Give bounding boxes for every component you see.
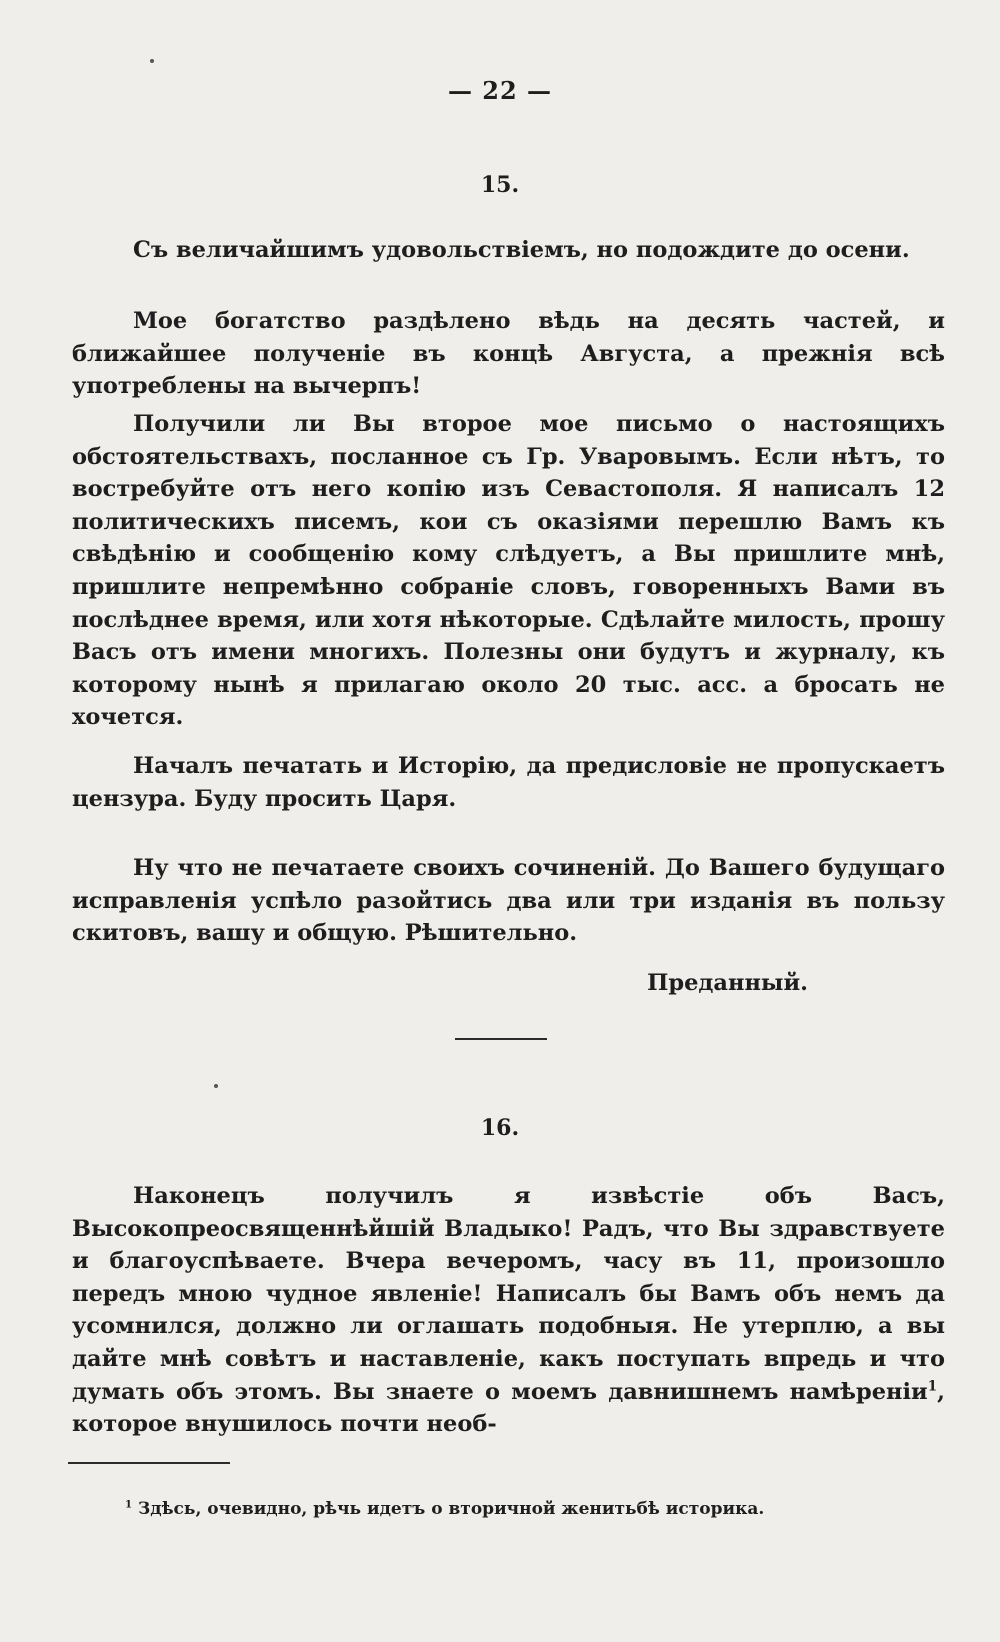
footnote-text: Здѣсь, очевидно, рѣчь идетъ о вторичной женитьбѣ историка. <box>138 1499 765 1519</box>
footnote <box>125 1499 764 1519</box>
letter-15-paragraph-2: Мое богатство раздѣлено вѣдь на десять частей, и ближайшее полученіе въ концѣ Августа, а прежнія всѣ употреблены на вычерпъ! <box>72 308 945 400</box>
ink-speck <box>150 59 154 63</box>
footnote-reference: 1 <box>927 1378 938 1395</box>
footnote-rule <box>68 1462 230 1464</box>
letter-15-paragraph-4: Началъ печатать и Исторію, да предисловіе не пропускаетъ цензура. Буду просить Царя. <box>72 753 945 812</box>
letter-16-text: Наконецъ получилъ я извѣстіе объ Васъ, Высокопреосвященнѣйшій Владыко! Радъ, что Вы здравствуете и благоуспѣваете. Вчера вечеромъ, часу въ 11, произошло передъ мною чудное явленіе! Написалъ бы Вамъ объ немъ да усомнился, должно ли оглашать подобныя. Не утерплю, а вы дайте мнѣ совѣтъ и наставленіе, какъ поступать впредь и что думать объ этомъ. Вы знаете о моемъ давнишнемъ намѣреніи <box>72 1183 945 1405</box>
letter-number-16: 16. <box>480 1115 520 1141</box>
letter-number-15: 15. <box>480 172 520 198</box>
page-number: — 22 — <box>447 76 553 105</box>
section-divider <box>455 1038 547 1040</box>
footnote-mark: 1 <box>125 1498 133 1511</box>
letter-15-paragraph-3: Получили ли Вы второе мое письмо о настоящихъ обстоятельствахъ, посланное съ Гр. Уваровымъ. Если нѣтъ, то востребуйте отъ него копію изъ Севастополя. Я написалъ 12 политическихъ писемъ, кои съ оказіями перешлю Вамъ къ свѣдѣнію и сообщенію кому слѣдуетъ, а Вы пришлите мнѣ, пришлите непремѣнно собраніе словъ, говоренныхъ Вами въ послѣднее время, или хотя нѣкоторые. Сдѣлайте милость, прошу Васъ отъ имени многихъ. Полезны они будутъ и журналу, къ которому нынѣ я прилагаю около 20 тыс. асс. а бросать не хочется. <box>72 411 945 731</box>
letter-16-paragraph-1 <box>72 1180 945 1441</box>
ink-speck <box>214 1084 218 1088</box>
letter-15-signature: Преданный. <box>647 970 808 996</box>
letter-15-paragraph-1: Съ величайшимъ удовольствіемъ, но подождите до осени. <box>133 237 910 263</box>
letter-16-text-continued: , которое внушилось почти необ- <box>72 1378 945 1438</box>
letter-15-paragraph-5: Ну что не печатаете своихъ сочиненій. До Вашего будущаго исправленія успѣло разойтись два или три изданія въ пользу скитовъ, вашу и общую. Рѣшительно. <box>72 855 945 947</box>
